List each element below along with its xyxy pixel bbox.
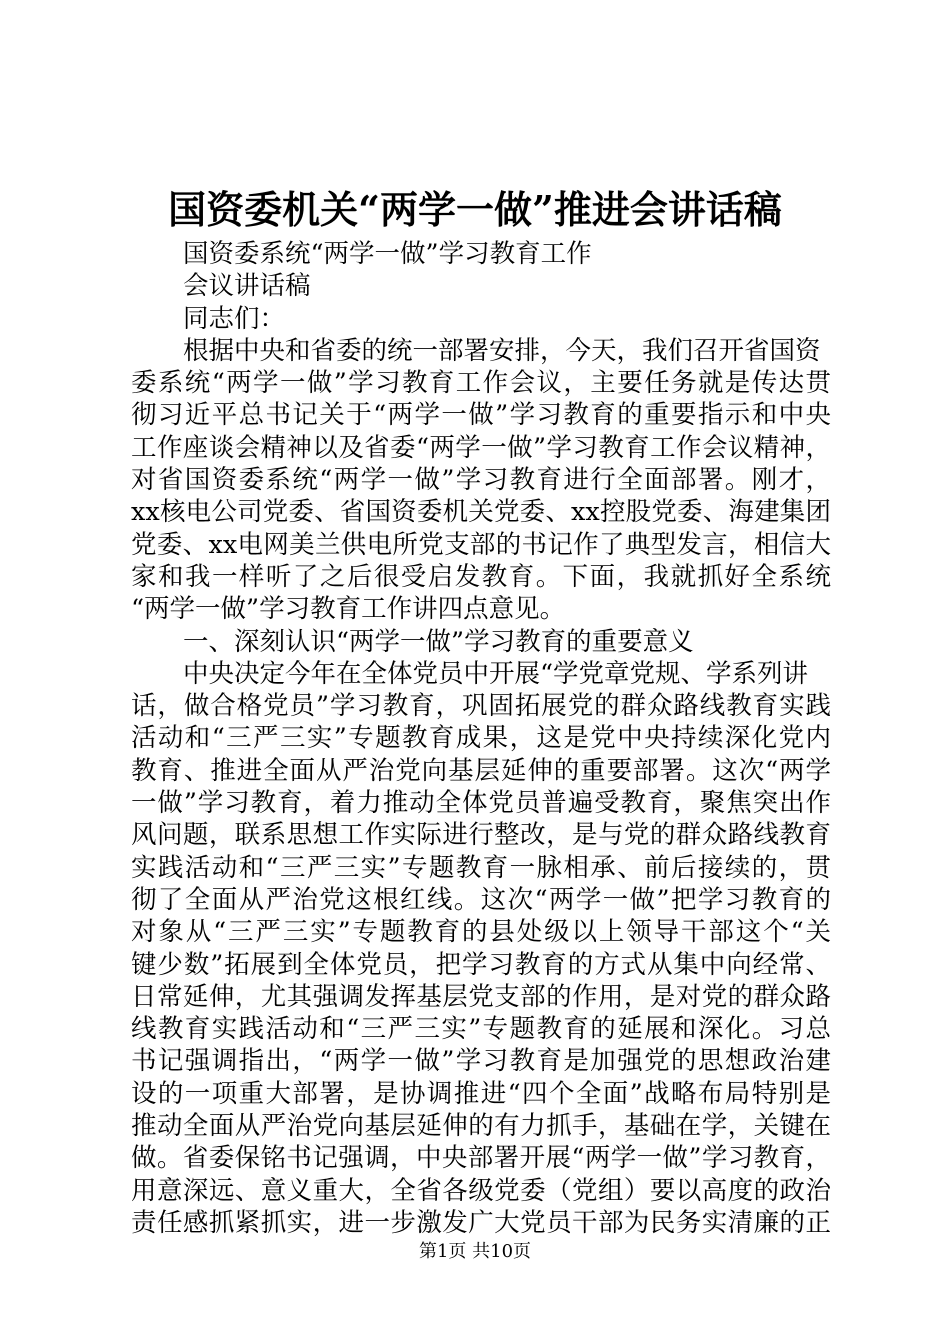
paragraph-line: 日常延伸，尤其强调发挥基层党支部的作用，是对党的群众路 bbox=[131, 981, 831, 1012]
paragraph-line: 彻习近平总书记关于“两学一做”学习教育的重要指示和中央 bbox=[131, 400, 831, 431]
salutation: 同志们： bbox=[183, 303, 286, 334]
paragraph-line: 活动和“三严三实”专题教育成果，这是党中央持续深化党内 bbox=[131, 723, 831, 754]
paragraph-line: 家和我一样听了之后很受启发教育。下面，我就抓好全系统 bbox=[131, 561, 831, 592]
paragraph-line: 工作座谈会精神以及省委“两学一做”学习教育工作会议精神， bbox=[131, 432, 831, 463]
paragraph-line: 线教育实践活动和“三严三实”专题教育的延展和深化。习总 bbox=[131, 1014, 831, 1045]
paragraph-line: 教育、推进全面从严治党向基层延伸的重要部署。这次“两学 bbox=[131, 755, 831, 786]
paragraph-line: 根据中央和省委的统一部署安排，今天，我们召开省国资 bbox=[183, 335, 821, 366]
paragraph-line: 推动全面从严治党向基层延伸的有力抓手，基础在学，关键在 bbox=[131, 1111, 831, 1142]
paragraph-line: 做。省委保铭书记强调，中央部署开展“两学一做”学习教育， bbox=[131, 1143, 831, 1174]
paragraph-line: 键少数”拓展到全体党员，把学习教育的方式从集中向经常、 bbox=[131, 949, 831, 980]
document-body bbox=[131, 238, 831, 1239]
paragraph-line: 风问题，联系思想工作实际进行整改，是与党的群众路线教育 bbox=[131, 820, 831, 851]
subtitle-line: 国资委系统“两学一做”学习教育工作 bbox=[183, 239, 592, 269]
paragraph-line: 一做”学习教育，着力推动全体党员普遍受教育，聚焦突出作 bbox=[131, 788, 831, 819]
paragraph-line: 党委、xx电网美兰供电所党支部的书记作了典型发言，相信大 bbox=[131, 529, 831, 560]
paragraph-line: 话，做合格党员”学习教育，巩固拓展党的群众路线教育实践 bbox=[131, 691, 831, 722]
paragraph-line: xx核电公司党委、省国资委机关党委、xx控股党委、海建集团 bbox=[131, 497, 831, 528]
section-heading: 一、深刻认识“两学一做”学习教育的重要意义 bbox=[183, 626, 694, 657]
paragraph-line: 委系统“两学一做”学习教育工作会议，主要任务就是传达贯 bbox=[131, 368, 831, 399]
page-number-footer: 第1页 共10页 bbox=[418, 1241, 532, 1262]
paragraph-line: 对象从“三严三实”专题教育的县处级以上领导干部这个“关 bbox=[131, 917, 831, 948]
paragraph-line: 中央决定今年在全体党员中开展“学党章党规、学系列讲 bbox=[183, 658, 809, 689]
paragraph-line: 设的一项重大部署，是协调推进“四个全面”战略布局特别是 bbox=[131, 1078, 831, 1109]
paragraph-line: 彻了全面从严治党这根红线。这次“两学一做”把学习教育的 bbox=[131, 884, 831, 915]
document-title: 国资委机关“两学一做”推进会讲话稿 bbox=[168, 187, 782, 232]
paragraph-line: 责任感抓紧抓实，进一步激发广大党员干部为民务实清廉的正 bbox=[131, 1207, 831, 1238]
paragraph-line: 书记强调指出，“两学一做”学习教育是加强党的思想政治建 bbox=[131, 1046, 831, 1077]
subtitle-line: 会议讲话稿 bbox=[183, 271, 311, 302]
paragraph-line: 实践活动和“三严三实”专题教育一脉相承、前后接续的，贯 bbox=[131, 852, 831, 883]
paragraph-line: 对省国资委系统“两学一做”学习教育进行全面部署。刚才， bbox=[131, 465, 831, 496]
paragraph-line: 用意深远、意义重大，全省各级党委（党组）要以高度的政治 bbox=[131, 1175, 831, 1206]
paragraph-line: “两学一做”学习教育工作讲四点意见。 bbox=[131, 594, 566, 625]
